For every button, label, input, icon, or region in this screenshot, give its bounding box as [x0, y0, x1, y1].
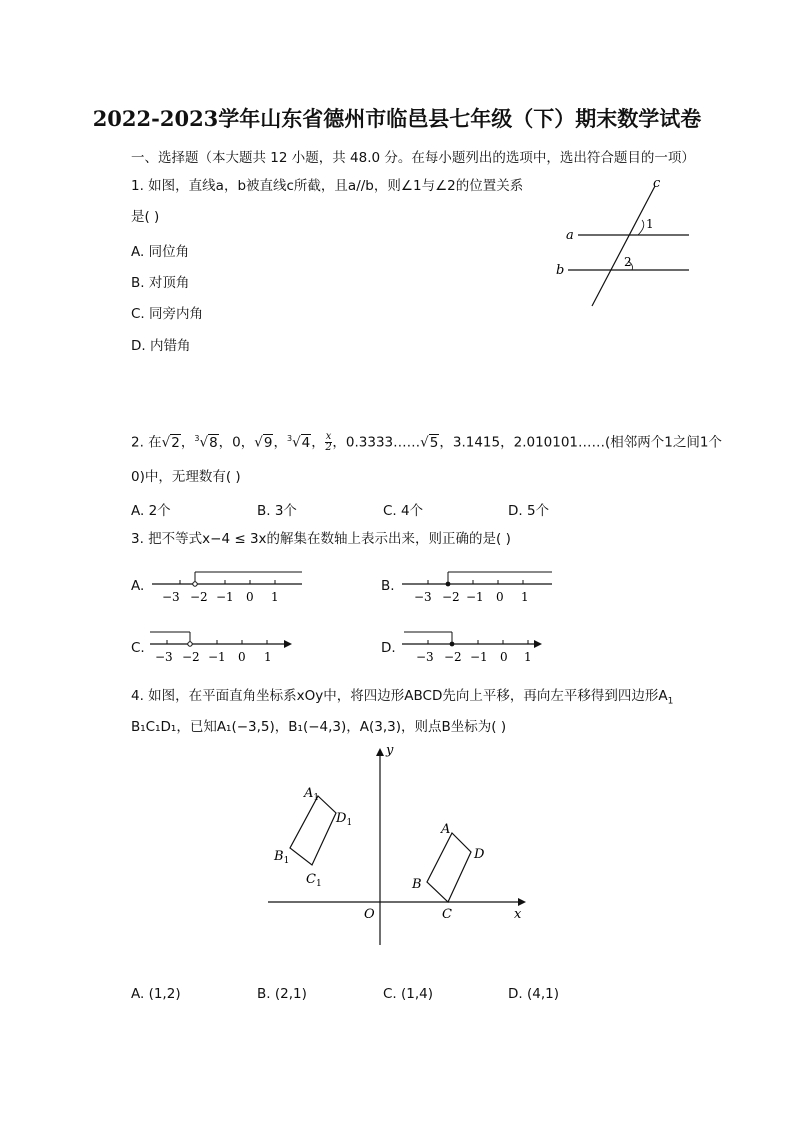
svg-text:−1: −1 [216, 590, 234, 604]
q3-numberline-a [150, 566, 310, 606]
q2-option-a[interactable]: A. 2个 [131, 503, 171, 519]
label-a: a [566, 228, 574, 243]
svg-text:−2: −2 [190, 590, 208, 604]
q1-option-c[interactable]: C. 同旁内角 [131, 306, 204, 322]
svg-text:C: C [442, 907, 452, 922]
question-4-stem: 4. 如图，在平面直角坐标系xOy中，将四边形ABCD先向上平移，再向左平移得到四边形$A_1$ [131, 688, 674, 707]
q1-option-a[interactable]: A. 同位角 [131, 244, 190, 260]
label-b: b [556, 263, 565, 278]
angle-1-arc [638, 220, 644, 235]
q2-option-c[interactable]: C. 4个 [383, 503, 424, 519]
svg-text:D: D [474, 847, 485, 862]
svg-text:A: A [441, 822, 451, 837]
q1-figure [550, 170, 700, 310]
page-title: 2022-2023学年山东省德州市临邑县七年级（下）期末数学试卷 [92, 106, 702, 131]
q3-option-c[interactable]: C. [131, 640, 145, 656]
q3-option-a[interactable]: A. [131, 578, 145, 594]
svg-text:B: B [412, 877, 422, 892]
q4-option-d[interactable]: D. (4,1) [508, 986, 559, 1002]
svg-text:O: O [364, 907, 375, 922]
q2-option-b[interactable]: B. 3个 [257, 503, 297, 519]
svg-text:−1: −1 [470, 650, 488, 664]
svg-text:1: 1 [524, 650, 532, 664]
q4-option-a[interactable]: A. (1,2) [131, 986, 181, 1002]
q4-coordinate-figure [260, 740, 540, 950]
question-2-stem-cont: 0)中，无理数有( ) [131, 469, 241, 485]
svg-text:0: 0 [246, 590, 254, 604]
svg-text:−2: −2 [444, 650, 462, 664]
svg-text:B1: $B_1$ [274, 849, 290, 866]
question-3-stem: 3. 把不等式x−4 ≤ 3x的解集在数轴上表示出来，则正确的是( ) [131, 531, 511, 547]
question-1-stem-cont: 是( ) [131, 209, 160, 225]
svg-text:1: 1 [264, 650, 272, 664]
q3-numberline-b [400, 566, 560, 606]
svg-text:−3: −3 [162, 590, 180, 604]
label-angle-1: 1 [646, 217, 654, 231]
svg-text:−3: −3 [416, 650, 434, 664]
line-c [592, 186, 655, 306]
quad-abcd [427, 833, 471, 902]
svg-text:D1: $D_1$ [336, 811, 353, 828]
svg-text:C1: $C_1$ [306, 872, 322, 889]
q4-option-b[interactable]: B. (2,1) [257, 986, 307, 1002]
svg-text:−2: −2 [442, 590, 460, 604]
svg-text:−3: −3 [155, 650, 173, 664]
q2-option-d[interactable]: D. 5个 [508, 503, 550, 519]
quad-a1b1c1d1 [290, 796, 336, 865]
svg-text:1: 1 [271, 590, 279, 604]
q4-option-c[interactable]: C. (1,4) [383, 986, 434, 1002]
svg-text:−3: −3 [414, 590, 432, 604]
svg-text:−2: −2 [182, 650, 200, 664]
q3-option-d[interactable]: D. [381, 640, 396, 656]
svg-text:x: x [514, 907, 522, 922]
svg-text:A1: $A_1$ [304, 786, 320, 803]
question-4-stem-cont: B₁C₁D₁，已知A₁(−3,5)，B₁(−4,3)，A(3,3)，则点B坐标为( ) [131, 719, 507, 735]
svg-text:0: 0 [500, 650, 508, 664]
section-heading: 一、选择题（本大题共 12 小题，共 48.0 分。在每小题列出的选项中，选出符合题目的一项） [131, 150, 695, 166]
q1-option-b[interactable]: B. 对顶角 [131, 275, 190, 291]
q1-option-d[interactable]: D. 内错角 [131, 338, 191, 354]
q3-numberline-c [150, 626, 300, 666]
svg-text:y: y [386, 743, 394, 758]
svg-text:0: 0 [496, 590, 504, 604]
svg-text:1: 1 [521, 590, 529, 604]
svg-text:−1: −1 [466, 590, 484, 604]
question-2-stem: 2. 在√2，$^3$√8，0，√9，$^3$√4， $\frac{x}{2}$ ，0.3333……√5，3.1415，2.010101……(相邻两个1之间1个 [131, 431, 722, 453]
label-c: c [653, 176, 661, 191]
question-1-stem: 1. 如图，直线a，b被直线c所截，且a//b，则∠1与∠2的位置关系 [131, 178, 524, 194]
q3-option-b[interactable]: B. [381, 578, 395, 594]
label-angle-2: 2 [624, 255, 632, 269]
svg-text:−1: −1 [208, 650, 226, 664]
q3-numberline-d [400, 626, 550, 666]
svg-text:0: 0 [238, 650, 246, 664]
